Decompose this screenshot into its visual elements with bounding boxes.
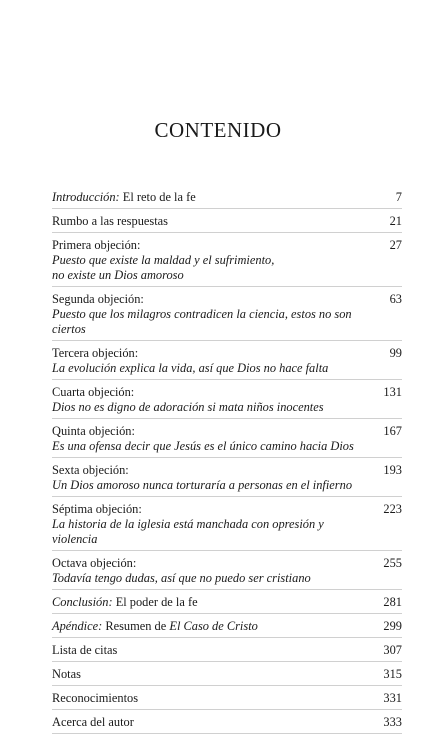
toc-entry-title-line [52,667,368,682]
toc-entry-title: Rumbo a las respuestas [52,214,168,228]
toc-entry-title-line [52,463,368,478]
toc-entry-page-number: 63 [389,292,402,306]
toc-entry-title: Notas [52,667,81,681]
toc-entry-title-line [52,643,368,658]
toc-entry-page-number: 27 [389,238,402,252]
toc-entry [52,691,402,710]
toc-entry [52,619,402,638]
toc-entry-title-line [52,691,368,706]
toc-entry-title: El reto de la fe [122,190,196,204]
toc-entry [52,556,402,590]
toc-entry-lead: Apéndice: [52,619,103,633]
toc-entry [52,190,402,209]
toc-entry-page-number: 131 [383,385,402,399]
toc-entry-title: Quinta objeción: [52,424,135,438]
toc-entry-page-number: 331 [383,691,402,705]
toc-entry-title: Lista de citas [52,643,118,657]
table-of-contents [52,190,402,739]
toc-entry-title-line [52,346,368,361]
toc-entry-page-number: 21 [389,214,402,228]
toc-entry-title: Séptima objeción: [52,502,142,516]
toc-entry-subtitle: Dios no es digno de adoración si mata niños inocentes [52,400,324,414]
toc-entry-title-line [52,385,368,400]
toc-entry-page-number: 333 [383,715,402,729]
toc-entry-page-number: 99 [389,346,402,360]
toc-entry-page-number: 299 [383,619,402,633]
toc-entry [52,385,402,419]
toc-entry-lead: Conclusión: [52,595,113,609]
toc-entry-title: Sexta objeción: [52,463,129,477]
toc-entry-subtitle: Todavía tengo dudas, así que no puedo ser cristiano [52,571,311,585]
toc-entry-title: Segunda objeción: [52,292,144,306]
toc-entry [52,346,402,380]
toc-entry-page-number: 307 [383,643,402,657]
toc-entry-page-number: 315 [383,667,402,681]
page-title: CONTENIDO [154,118,282,143]
toc-entry-lead: Introducción: [52,190,120,204]
toc-entry-title: Resumen de [105,619,167,633]
toc-entry-title-line [52,214,368,229]
toc-entry-subtitle: La evolución explica la vida, así que Dios no hace falta [52,361,329,375]
toc-entry [52,424,402,458]
toc-entry-title-line [52,238,368,253]
toc-entry-page-number: 255 [383,556,402,570]
toc-entry-title-line [52,424,368,439]
toc-entry-title-line [52,619,368,634]
toc-entry [52,238,402,287]
toc-entry-page-number: 281 [383,595,402,609]
toc-entry-title-line [52,595,368,610]
toc-entry-title-italic: El Caso de Cristo [169,619,258,633]
toc-entry-title: Reconocimientos [52,691,139,705]
toc-entry-title-line [52,292,368,307]
toc-entry-title: Octava objeción: [52,556,137,570]
toc-entry [52,214,402,233]
toc-entry-page-number: 223 [383,502,402,516]
toc-entry [52,667,402,686]
toc-entry-subtitle: Puesto que los milagros contradicen la ciencia, estos no son ciertos [52,307,352,336]
toc-entry [52,643,402,662]
toc-entry-title: Acerca del autor [52,715,134,729]
toc-entry-page-number: 167 [383,424,402,438]
toc-entry-subtitle: Es una ofensa decir que Jesús es el único camino hacia Dios [52,439,354,453]
toc-entry-subtitle: no existe un Dios amoroso [52,268,184,282]
toc-entry-subtitle: Puesto que existe la maldad y el sufrimiento, [52,253,275,267]
toc-entry [52,502,402,551]
toc-entry [52,715,402,734]
toc-entry [52,463,402,497]
toc-entry-title: El poder de la fe [115,595,198,609]
toc-entry [52,292,402,341]
toc-entry-title: Primera objeción: [52,238,141,252]
toc-entry-title-line [52,556,368,571]
toc-entry-title-line [52,190,368,205]
toc-entry-subtitle: La historia de la iglesia está manchada con opresión y violencia [52,517,324,546]
toc-entry-title-line [52,502,368,517]
toc-entry-title: Cuarta objeción: [52,385,135,399]
toc-entry-subtitle: Un Dios amoroso nunca torturaría a personas en el infierno [52,478,353,492]
toc-entry-title: Tercera objeción: [52,346,139,360]
toc-entry-page-number: 193 [383,463,402,477]
toc-entry [52,595,402,614]
toc-entry-page-number: 7 [395,190,402,204]
